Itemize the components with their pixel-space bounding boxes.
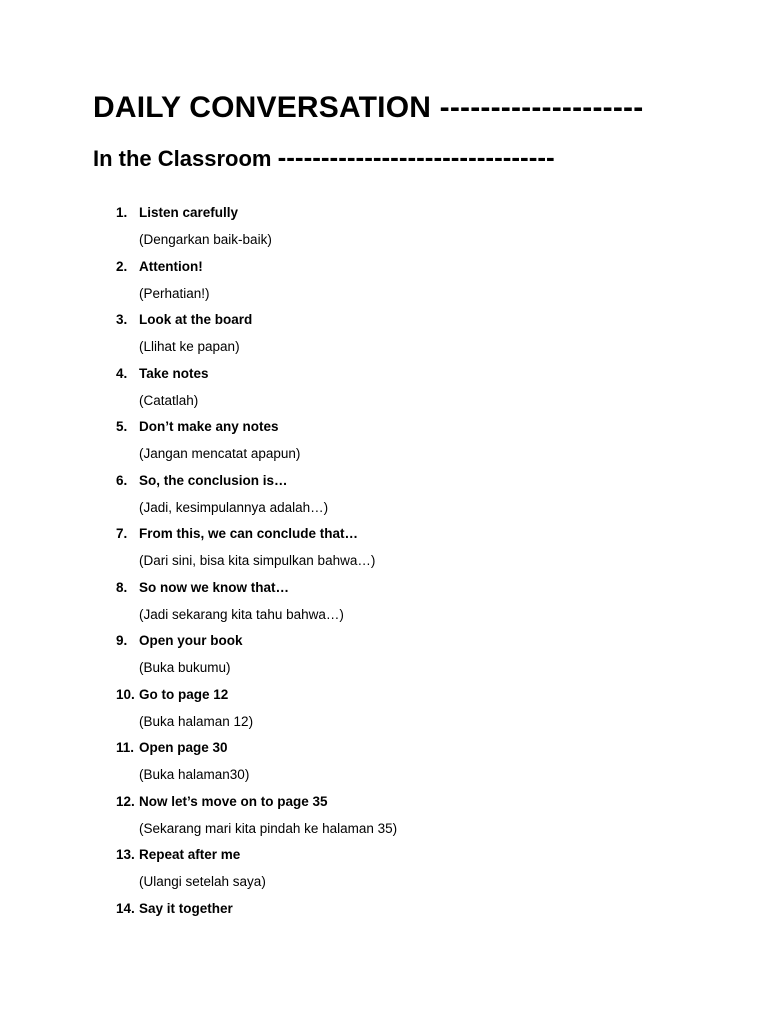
indonesian-translation: (Jadi sekarang kita tahu bahwa…) — [139, 606, 344, 622]
english-phrase: Don’t make any notes — [139, 419, 279, 434]
list-item — [116, 899, 716, 953]
english-phrase: Attention! — [139, 258, 203, 274]
english-phrase: Now let’s move on to page 35 — [139, 793, 328, 809]
indonesian-translation: (Dari sini, bisa kita simpulkan bahwa…) — [139, 553, 376, 568]
indonesian-translation: (Sekarang mari kita pindah ke halaman 35) — [139, 820, 398, 836]
item-number: 3. — [116, 312, 128, 327]
item-number: 12. — [116, 793, 135, 809]
list-item — [116, 792, 716, 846]
indonesian-translation: (Jangan mencatat apapun) — [139, 446, 301, 461]
english-phrase: Take notes — [139, 365, 209, 381]
item-number: 10. — [116, 686, 135, 702]
indonesian-translation: (Catatlah) — [139, 392, 199, 408]
english-phrase: Look at the board — [139, 312, 253, 327]
section-heading-text: In the Classroom — [93, 146, 272, 171]
english-phrase: Listen carefully — [139, 205, 239, 220]
item-number: 7. — [116, 526, 128, 541]
item-number: 8. — [116, 579, 128, 595]
list-item — [116, 203, 716, 257]
item-number: 14. — [116, 900, 135, 916]
page-title: DAILY CONVERSATION -------------------- — [93, 91, 644, 124]
list-item — [116, 257, 716, 311]
english-phrase: Open page 30 — [139, 740, 228, 755]
item-number: 2. — [116, 258, 128, 274]
english-phrase: Open your book — [139, 633, 243, 648]
list-item — [116, 471, 716, 525]
indonesian-translation: (Ulangi setelah saya) — [139, 874, 266, 889]
list-item — [116, 364, 716, 418]
item-number: 4. — [116, 365, 128, 381]
phrase-list — [116, 203, 716, 952]
indonesian-translation: (Jadi, kesimpulannya adalah…) — [139, 499, 329, 515]
list-item — [116, 631, 716, 685]
item-number: 9. — [116, 633, 128, 648]
item-number: 13. — [116, 847, 135, 862]
english-phrase: So, the conclusion is… — [139, 472, 288, 488]
english-phrase: Say it together — [139, 900, 233, 916]
list-item — [116, 310, 716, 364]
list-item — [116, 417, 716, 471]
item-number: 5. — [116, 419, 128, 434]
section-heading — [93, 140, 555, 176]
indonesian-translation: (Dengarkan baik-baik) — [139, 232, 272, 247]
indonesian-translation: (Buka halaman 12) — [139, 713, 254, 729]
list-item — [116, 845, 716, 899]
indonesian-translation: (Llihat ke papan) — [139, 339, 240, 354]
indonesian-translation: (Perhatian!) — [139, 285, 210, 301]
indonesian-translation: (Buka bukumu) — [139, 660, 231, 675]
list-item — [116, 578, 716, 632]
english-phrase: From this, we can conclude that… — [139, 526, 359, 541]
english-phrase: Repeat after me — [139, 847, 241, 862]
item-number: 6. — [116, 472, 128, 488]
list-item — [116, 738, 716, 792]
indonesian-translation: (Buka halaman30) — [139, 767, 250, 782]
list-item — [116, 685, 716, 739]
item-number: 11. — [116, 740, 135, 755]
english-phrase: So now we know that… — [139, 579, 290, 595]
list-item — [116, 524, 716, 578]
english-phrase: Go to page 12 — [139, 686, 229, 702]
item-number: 1. — [116, 205, 128, 220]
section-heading-dashes: -------------------------------- — [277, 142, 555, 172]
